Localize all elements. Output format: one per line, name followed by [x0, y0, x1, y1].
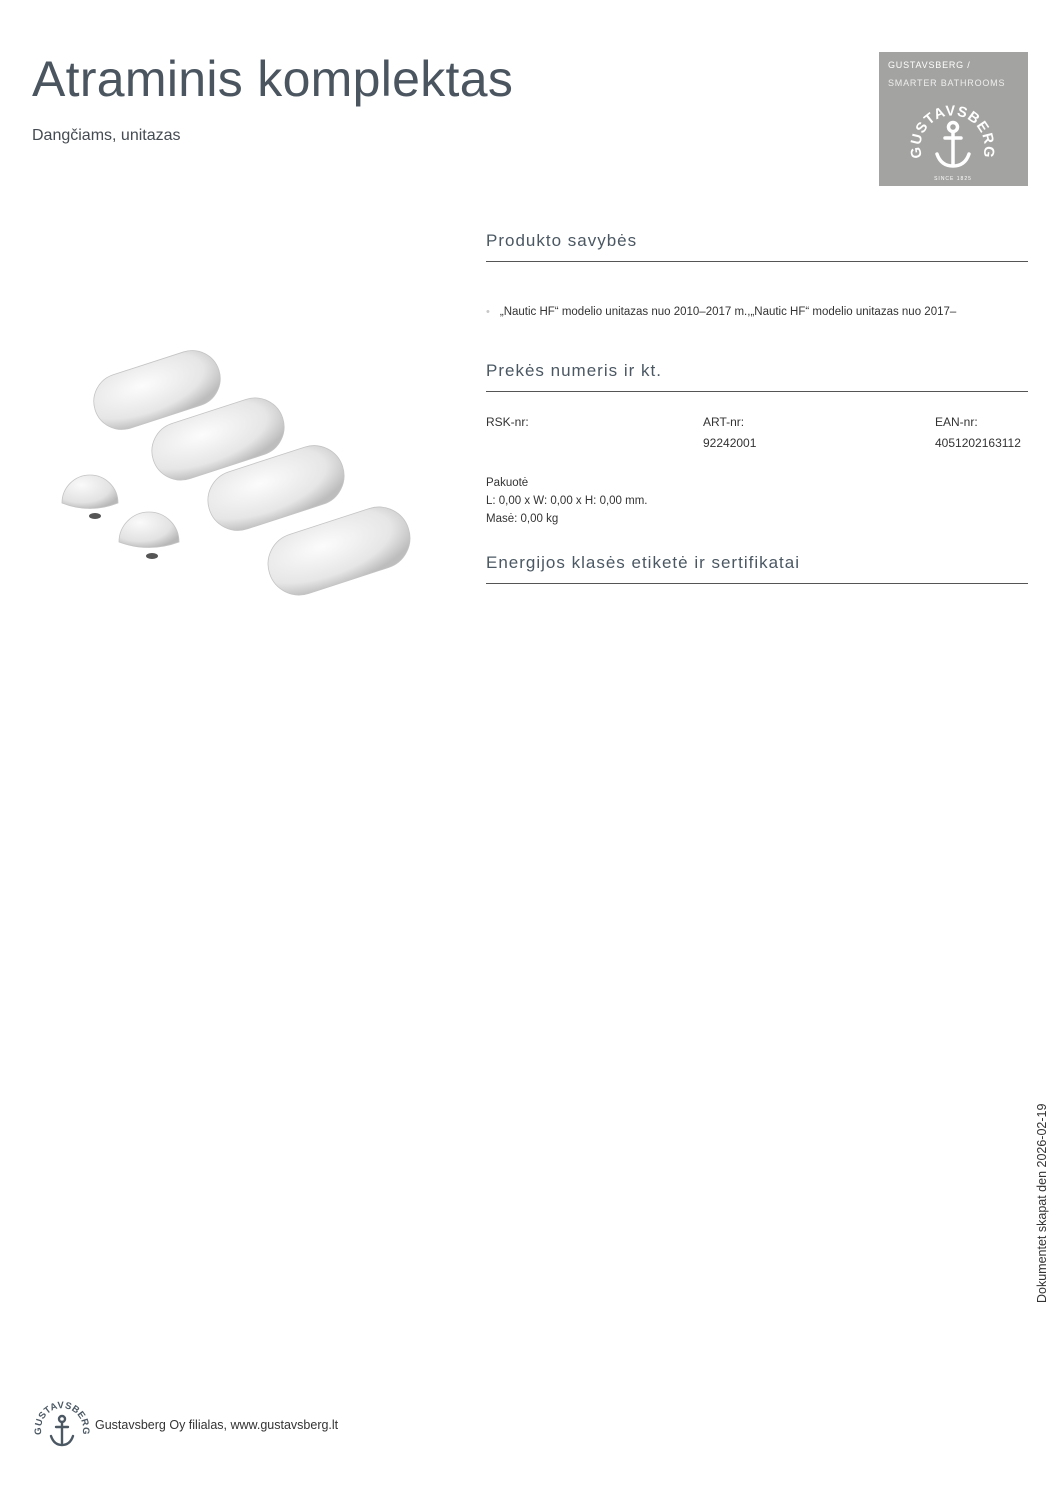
energy-heading: Energijos klasės etiketė ir sertifikatai — [486, 553, 1028, 584]
properties-heading: Produkto savybės — [486, 231, 1028, 262]
page-subtitle: Dangčiams, unitazas — [32, 127, 181, 144]
dome-buffer-1 — [62, 475, 118, 519]
package-label: Pakuotė — [486, 477, 529, 489]
brand-logo — [879, 52, 1028, 186]
logo-since: SINCE 1825 — [934, 176, 972, 182]
package-weight: Masė: 0,00 kg — [486, 513, 559, 525]
product-image — [40, 330, 440, 610]
package-dimensions: L: 0,00 x W: 0,00 x H: 0,00 mm. — [486, 495, 648, 507]
page-title: Atraminis komplektas — [32, 51, 514, 107]
ean-label: EAN-nr: — [935, 415, 978, 429]
ean-value: 4051202163112 — [935, 436, 1021, 450]
art-value: 92242001 — [703, 436, 757, 450]
document-created-note: Dokumentet skapat den 2026-02-19 — [1035, 1103, 1049, 1303]
dome-buffer-2 — [119, 512, 179, 559]
footer-company: Gustavsberg Oy filialas, www.gustavsberg.lt — [95, 1418, 339, 1432]
footer-logo-icon — [33, 1398, 91, 1456]
property-item — [486, 306, 956, 318]
logo-emblem-text: GUSTAVSBERG — [908, 103, 997, 160]
numbers-heading: Prekės numeris ir kt. — [486, 361, 1028, 392]
art-label: ART-nr: — [703, 415, 745, 429]
property-item-text: „Nautic HF“ modelio unitazas nuo 2010–2017 m.,„Nautic HF“ modelio unitazas nuo 2017– — [499, 306, 957, 318]
anchor-emblem-icon — [879, 82, 1028, 186]
rsk-label: RSK-nr: — [486, 415, 529, 429]
bullet-dot-icon: • — [486, 306, 490, 318]
logo-tagline: SMARTER BATHROOMS — [888, 78, 1006, 88]
footer-logo-text: GUSTAVSBERG — [33, 1400, 91, 1436]
logo-brand-line: GUSTAVSBERG / — [888, 60, 971, 70]
